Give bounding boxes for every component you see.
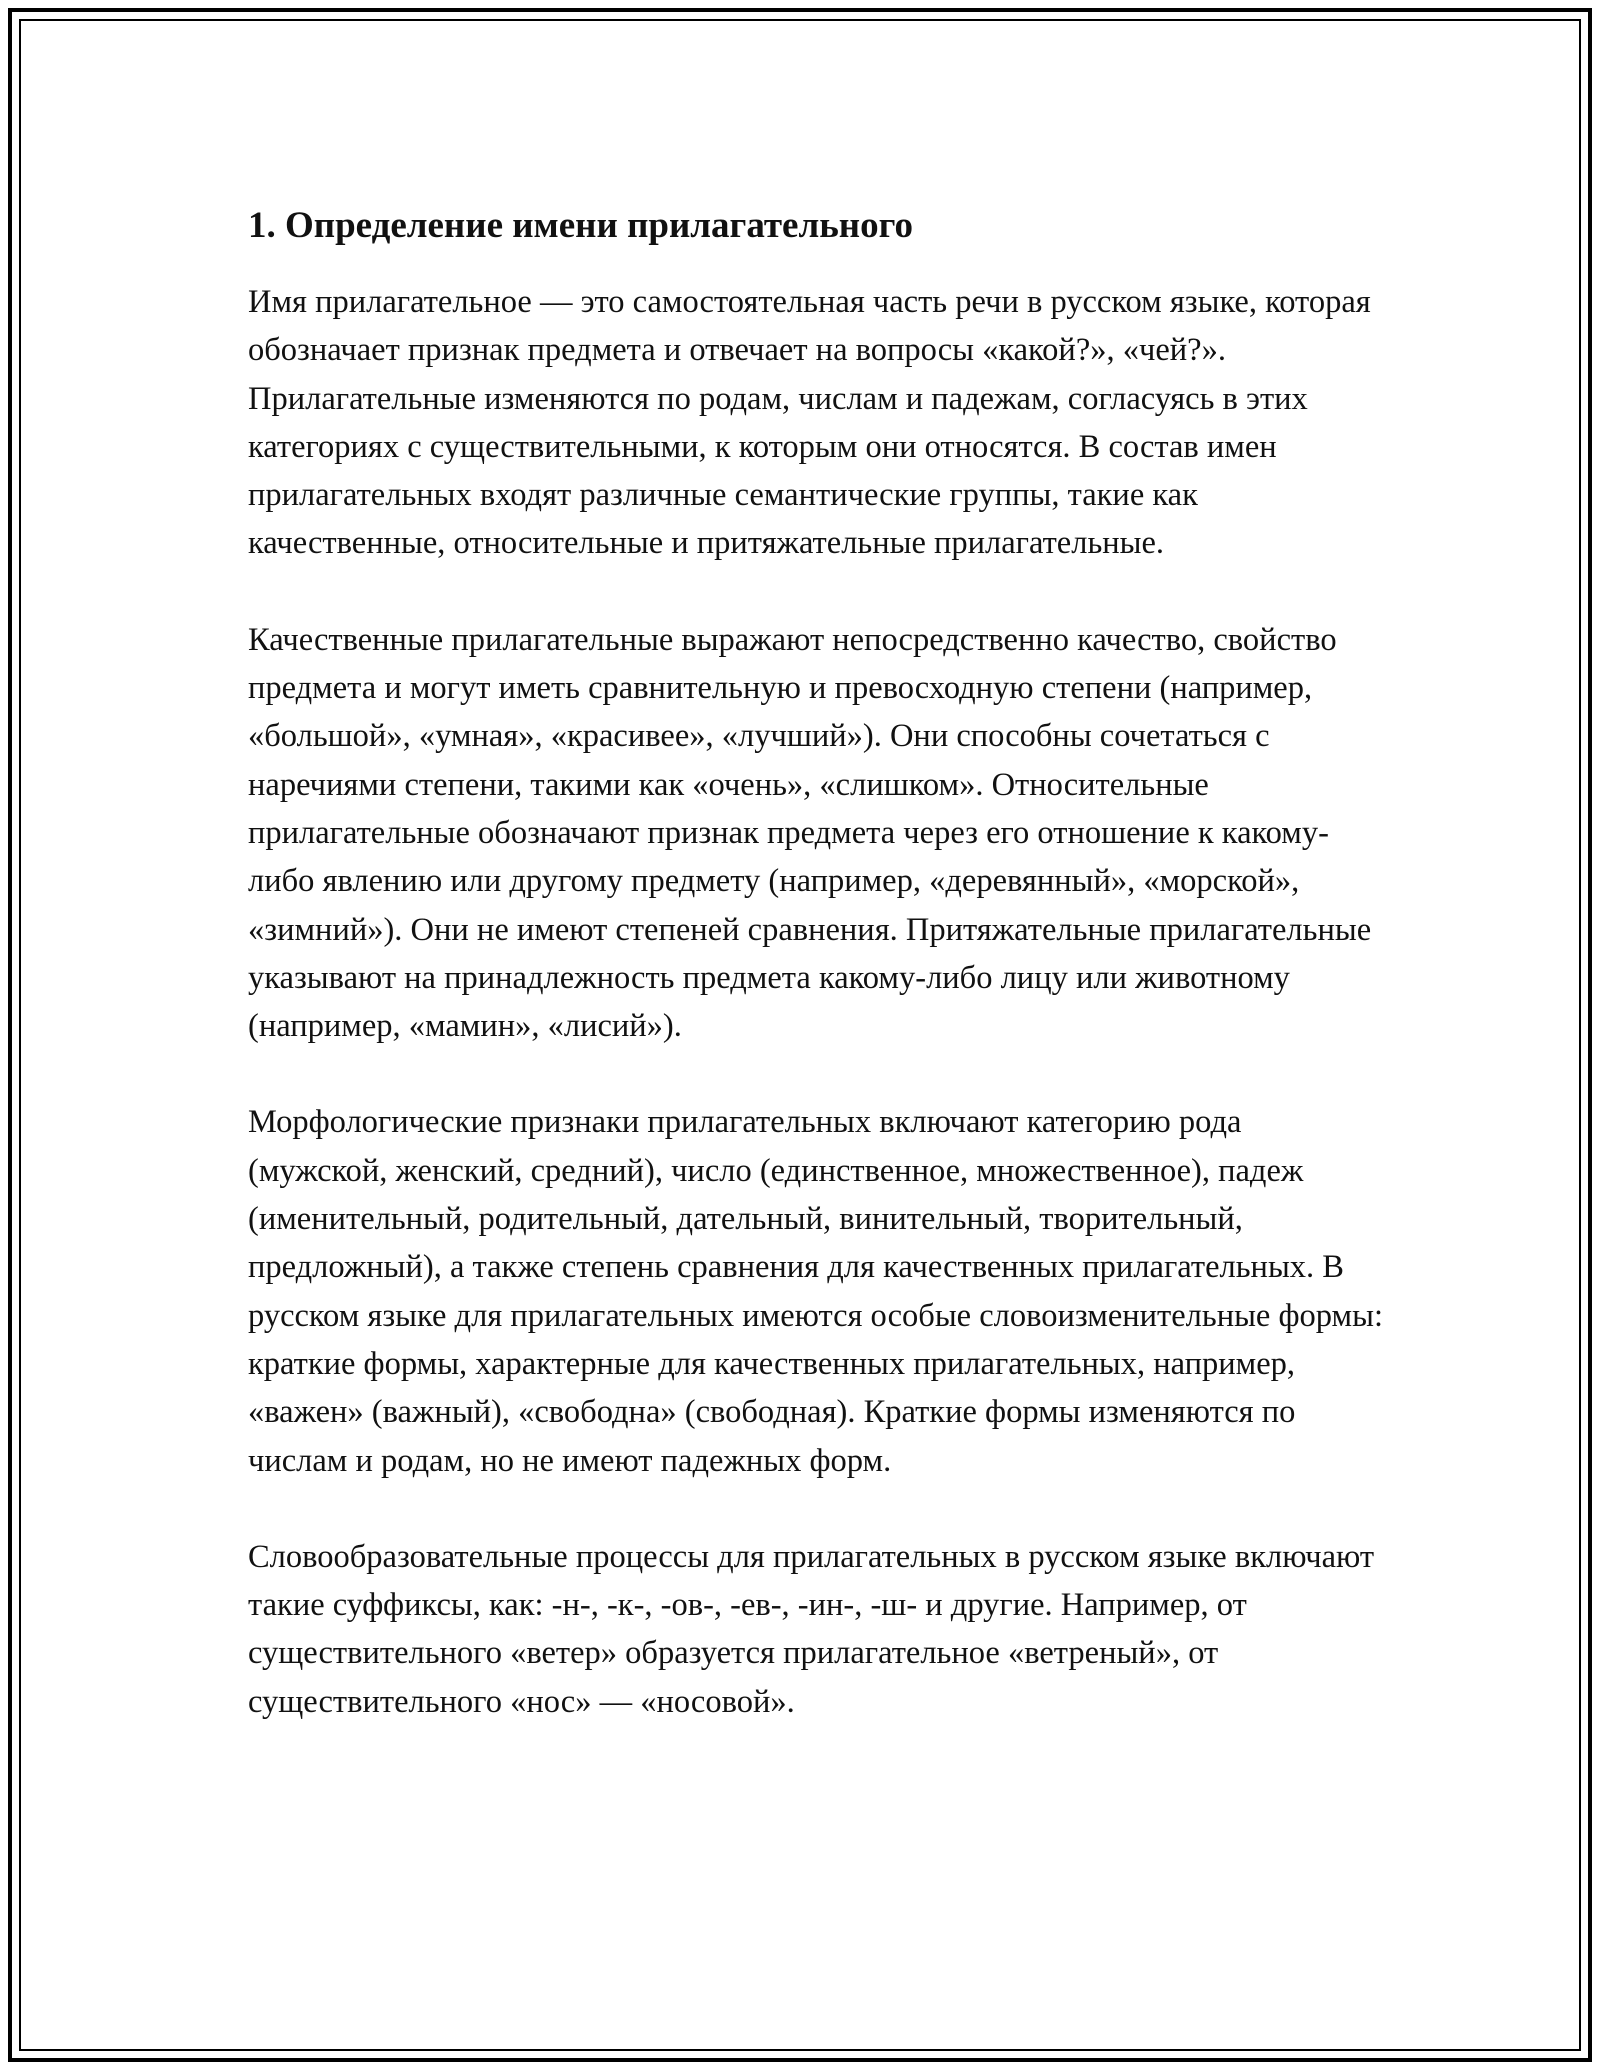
paragraph-qualitative: Качественные прилагательные выражают непосредственно качество, свойство предмета и могут иметь сравнительную и превосходную степени (например, «большой», «умная», «красивее», «лучший»). Они способны сочетаться с наречиями степени, такими как «очень», «слишком». Относительные прилагательные обозначают признак предмета через его отношение к какому-либо явлению или другому предмету (например, «деревянный», «морской», «зимний»). Они не имеют степеней сравнения. Притяжательные прилагательные указывают на принадлежность предмета какому-либо лицу или животному (например, «мамин», «лисий»). (248, 621, 1372, 1045)
paragraph-morphology: Морфологические признаки прилагательных включают категорию рода (мужской, женский, средний), число (единственное, множественное), падеж (именительный, родительный, дательный, винительный, творительный, предложный), а также степень сравнения для качественных прилагательных. В русском языке для прилагательных имеются особые словоизменительные формы: краткие формы, характерные для качественных прилагательных, например, «важен» (важный), «свободна» (свободная). Краткие формы изменяются по числам и родам, но не имеют падежных форм. (248, 1104, 1383, 1479)
document-body (248, 198, 1388, 1774)
paragraph-definition: Имя прилагательное — это самостоятельная часть речи в русском языке, которая обозначает признак предмета и отвечает на вопросы «какой?», «чей?». Прилагательные изменяются по родам, числам и падежам, согласуясь в этих категориях с существительными, к которым они относятся. В состав имен прилагательных входят различные семантические группы, такие как качественные, относительные и притяжательные прилагательные. (248, 284, 1371, 562)
page-border (8, 8, 1592, 2062)
paragraph-word-formation: Словообразовательные процессы для прилагательных в русском языке включают такие суффиксы, как: -н-, -к-, -ов-, -ев-, -ин-, -ш- и другие. Например, от существительного «ветер» образуется прилагательное «ветреный», от существительного «нос» — «носовой». (248, 1538, 1375, 1720)
section-heading: 1. Определение имени прилагательного (248, 205, 914, 246)
